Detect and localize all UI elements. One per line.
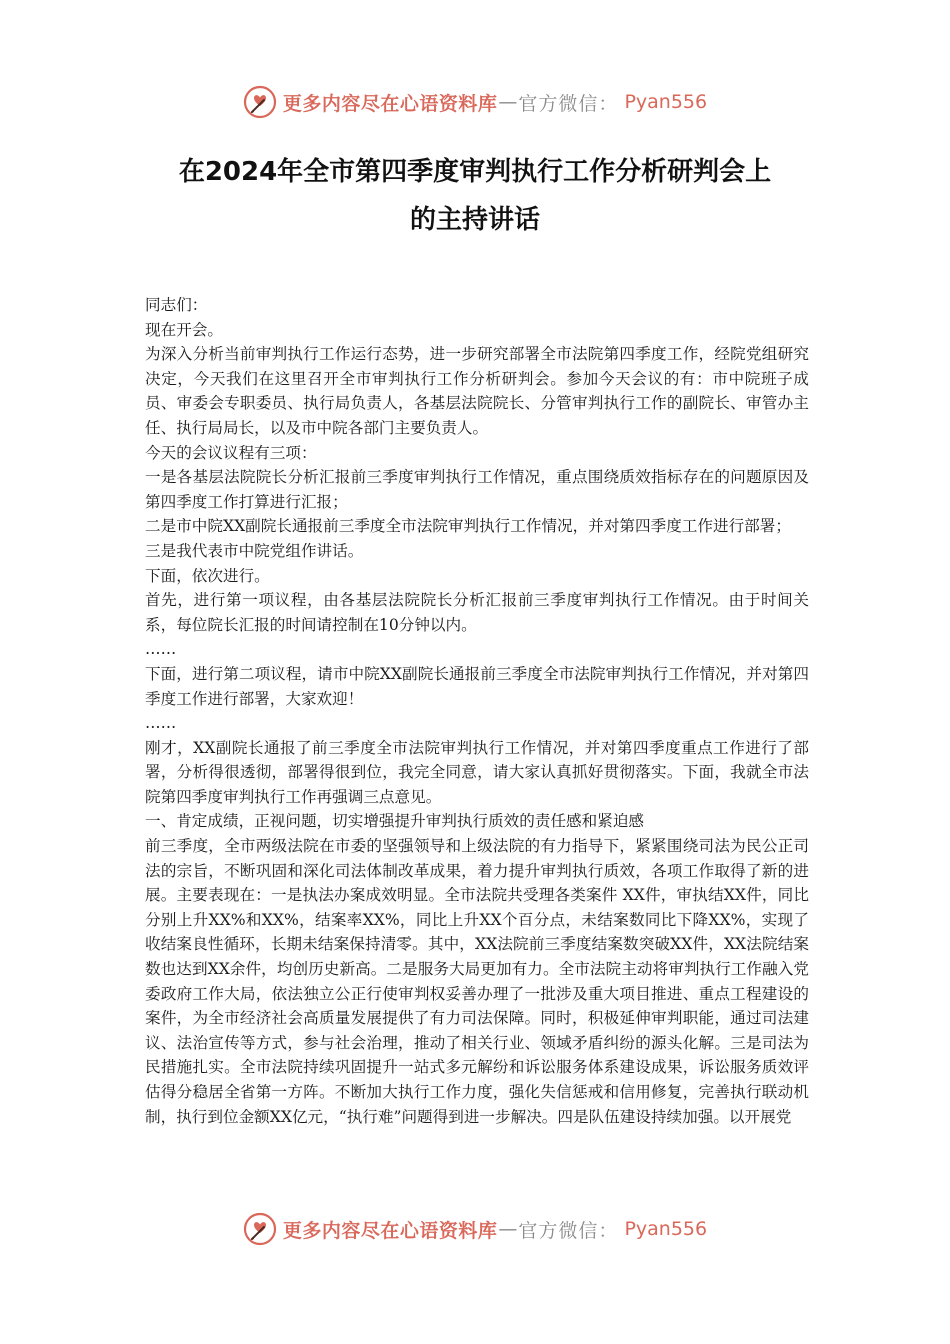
title-line-1: 在2024年全市第四季度审判执行工作分析研判会上: [178, 157, 772, 187]
body-paragraph: 下面，进行第二项议程，请市中院XX副院长通报前三季度全市法院审判执行工作情况，并对第四季度工作进行部署，大家欢迎！: [145, 664, 809, 708]
watermark-text: 更多内容尽在心语资料库: [282, 92, 498, 115]
document-body: [145, 293, 809, 1129]
body-paragraph: 今天的会议议程有三项：: [145, 443, 317, 462]
body-paragraph: 首先，进行第一项议程，由各基层法院院长分析汇报前三季度审判执行工作情况。由于时间关系，每位院长汇报的时间请控制在10分钟以内。: [145, 591, 809, 634]
watermark-wechat-id: Pyan556: [624, 91, 708, 113]
section-heading: 一、肯定成绩，正视问题，切实增强提升审判执行质效的责任感和紧迫感: [145, 812, 645, 831]
agenda-item: 三是我代表市中院党组作讲话。: [145, 541, 364, 560]
heart-pen-logo-icon: [243, 85, 277, 119]
heart-pen-logo-icon: [243, 1212, 277, 1246]
agenda-item: 一是各基层法院院长分析汇报前三季度审判执行工作情况，重点围绕质效指标存在的问题原因及第四季度工作打算进行汇报；: [145, 468, 809, 511]
title-line-2: 的主持讲话: [409, 205, 540, 235]
document-title: [90, 148, 860, 244]
watermark-wechat-label: 官方微信：: [518, 92, 619, 115]
body-paragraph: 现在开会。: [145, 320, 223, 339]
ellipsis: ……: [145, 714, 177, 733]
watermark-separator: —: [498, 91, 518, 113]
watermark-separator: —: [498, 1218, 518, 1240]
watermark-banner-bottom: [0, 1209, 950, 1249]
salutation: 同志们：: [145, 296, 208, 314]
body-paragraph: 前三季度，全市两级法院在市委的坚强领导和上级法院的有力指导下，紧紧围绕司法为民公正司法的宗旨，不断巩固和深化司法体制改革成果，着力提升审判执行质效，各项工作取得了新的进展。主要表现在：一是执法办案成效明显。全市法院共受理各类案件 XX件，审执结XX件，同比分别上升XX%和XX%，结案率XX%，同比上升XX个百分点，未结案数同比下降XX%，实现了收结案良性循环，长期未结案保持清零。其中，XX法院前三季度结案数突破XX件，XX法院结案数也达到XX余件，均创历史新高。二是服务大局更加有力。全市法院主动将审判执行工作融入党委政府工作大局，依法独立公正行使审判权妥善办理了一批涉及重大项目推进、重点工程建设的案件，为全市经济社会高质量发展提供了有力司法保障。同时，积极延伸审判职能，通过司法建议、法治宣传等方式，参与社会治理，推动了相关行业、领域矛盾纠纷的源头化解。三是司法为民措施扎实。全市法院持续巩固提升一站式多元解纷和诉讼服务体系建设成果，诉讼服务质效评估得分稳居全省第一方阵。不断加大执行工作力度，强化失信惩戒和信用修复，完善执行联动机制，执行到位金额XX亿元，“执行难”问题得到进一步解决。四是队伍建设持续加强。以开展党: [145, 837, 809, 1126]
watermark-text: 更多内容尽在心语资料库: [282, 1219, 498, 1242]
ellipsis: ……: [145, 640, 177, 659]
body-paragraph: 下面，依次进行。: [145, 566, 270, 585]
watermark-wechat-id: Pyan556: [624, 1218, 708, 1240]
watermark-wechat-label: 官方微信：: [518, 1219, 619, 1242]
body-paragraph: 刚才，XX副院长通报了前三季度全市法院审判执行工作情况，并对第四季度重点工作进行了部署，分析得很透彻，部署得很到位，我完全同意，请大家认真抓好贯彻落实。下面，我就全市法院第四季度审判执行工作再强调三点意见。: [145, 738, 809, 806]
body-paragraph: 为深入分析当前审判执行工作运行态势，进一步研究部署全市法院第四季度工作，经院党组研究决定，今天我们在这里召开全市审判执行工作分析研判会。参加今天会议的有：市中院班子成员、审委会专职委员、执行局负责人，各基层法院院长、分管审判执行工作的副院长、审管办主任、执行局局长，以及市中院各部门主要负责人。: [145, 345, 809, 437]
watermark-banner-top: [0, 82, 950, 122]
agenda-item: 二是市中院XX副院长通报前三季度全市法院审判执行工作情况，并对第四季度工作进行部署；: [145, 517, 791, 536]
